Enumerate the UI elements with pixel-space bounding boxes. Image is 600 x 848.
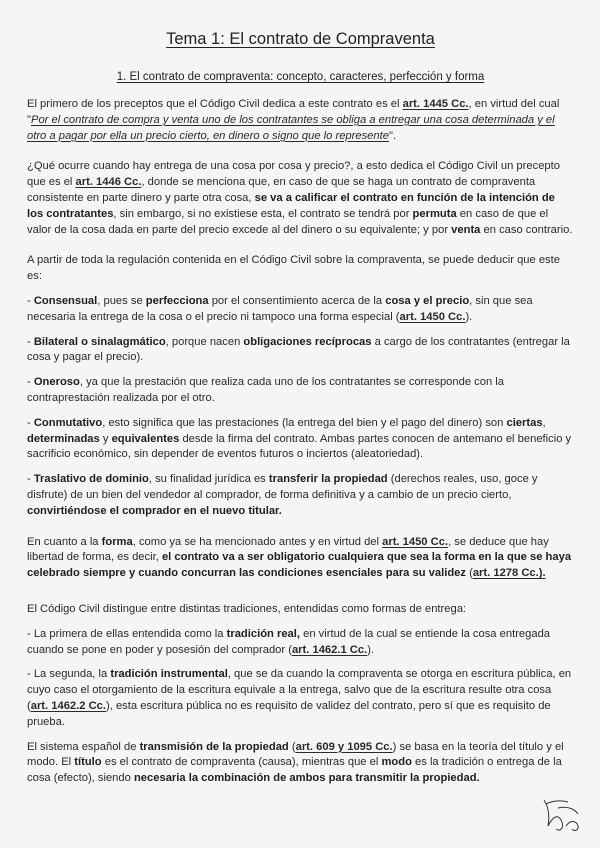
emphasis: necesaria la combinación de ambos para transmitir la propiedad. bbox=[133, 772, 480, 785]
emphasis: determinadas bbox=[27, 432, 100, 445]
emphasis: título bbox=[74, 756, 102, 769]
text: - bbox=[27, 294, 34, 307]
term: Traslativo de dominio bbox=[33, 473, 149, 486]
text: , se deduce que hay libertad de forma, es decir, bbox=[27, 535, 549, 564]
text: En cuanto a la bbox=[27, 535, 102, 548]
section-heading: 1. El contrato de compraventa: concepto, caracteres, perfección y forma bbox=[116, 71, 485, 83]
emphasis: transferir la propiedad bbox=[268, 473, 388, 486]
paragraph-definition bbox=[27, 97, 574, 144]
text: ), esta escritura pública no es requisito de validez del contrato, pero sí que es requisito de prueba. bbox=[27, 699, 551, 728]
text: , su finalidad jurídica es bbox=[148, 473, 269, 486]
text: , pues se bbox=[97, 294, 146, 307]
term: Conmutativo bbox=[33, 416, 103, 429]
emphasis: modo bbox=[381, 756, 412, 769]
text: , esto significa que las prestaciones (la entrega del bien y el pago del dinero) son bbox=[102, 416, 507, 429]
text: desde la firma del contrato. Ambas partes conocen de antemano el beneficio y sacrificio económico, sin depender de eventos futuros o inciertos (aleatoriedad). bbox=[27, 432, 572, 461]
text: , ya que la prestación que realiza cada uno de los contratantes se corresponde con la contraprestación realizada por el otro. bbox=[27, 376, 505, 404]
emphasis: permuta bbox=[412, 207, 457, 220]
text: ( bbox=[465, 567, 473, 580]
article-reference: art. 1445 Cc. bbox=[402, 98, 469, 110]
text: , sin que sea necesaria la entrega de la cosa o el precio ni tampoco una forma especial ( bbox=[27, 294, 533, 323]
emphasis: el contrato va a ser obligatorio cualquiera que sea la forma en la que se haya celebrado siempre y cuando concurran las condiciones esenciales para su validez bbox=[27, 551, 572, 580]
emphasis: tradición real, bbox=[226, 627, 300, 640]
emphasis: forma bbox=[101, 535, 133, 548]
text: - bbox=[27, 335, 34, 348]
text: y bbox=[99, 432, 112, 445]
emphasis: transmisión de la propiedad bbox=[139, 740, 289, 753]
characteristic-conmutativo bbox=[27, 416, 574, 463]
paragraph-transmision bbox=[27, 740, 574, 787]
text: en virtud de la cual se entiende la cosa entregada cuando se pone en poder y posesión del comprador ( bbox=[27, 627, 551, 656]
text: ¿Qué ocurre cuando hay entrega de una cosa por cosa y precio?, a esto dedica el Código Civil un precepto que es el bbox=[27, 160, 560, 189]
article-reference: art. 1450 Cc. bbox=[399, 310, 466, 323]
tradicion-instrumental bbox=[27, 667, 574, 730]
text: , que se da cuando la compraventa se otorga en escritura pública, en cuyo caso el otorgamiento de la escritura equivale a la entrega, salvo que de la escritura resulte otra cosa ( bbox=[27, 668, 572, 712]
paragraph-tradiciones-intro: El Código Civil distingue entre distintas tradiciones, entendidas como formas de entrega: bbox=[27, 602, 467, 615]
article-reference: art. 1446 Cc. bbox=[75, 176, 142, 189]
article-reference: art. 1462.2 Cc. bbox=[30, 699, 106, 712]
signature-mark bbox=[538, 796, 584, 836]
text: , bbox=[542, 416, 546, 429]
emphasis: cosa y el precio bbox=[385, 294, 470, 307]
text: - bbox=[27, 416, 34, 429]
legal-quote: Por el contrato de compra y venta uno de los contratantes se obliga a entregar una cosa determinada y el otro a pagar por ella un precio cierto, en dinero o signo que lo represente bbox=[27, 113, 555, 142]
text: ) se basa en la teoría del título y el modo. El bbox=[27, 740, 564, 769]
emphasis: obligaciones recíprocas bbox=[243, 335, 372, 348]
term: Oneroso bbox=[33, 376, 80, 389]
tradicion-real bbox=[27, 627, 574, 659]
text: a cargo de los contratantes (entregar la cosa y pagar el precio). bbox=[27, 335, 570, 364]
article-reference: art. 1462.1 Cc. bbox=[291, 643, 368, 656]
term: Consensual bbox=[33, 294, 98, 307]
text: , sin embargo, si no existiese esta, el contrato se tendrá por bbox=[113, 207, 413, 220]
text: - bbox=[27, 473, 34, 486]
article-reference: art. 1278 Cc.). bbox=[472, 567, 546, 580]
text: ( bbox=[288, 740, 296, 753]
characteristic-traslativo bbox=[27, 472, 574, 519]
text: ". bbox=[388, 129, 397, 142]
text: ). bbox=[367, 643, 375, 656]
text: El sistema español de bbox=[27, 740, 140, 753]
text: es el contrato de compraventa (causa), mientras que el bbox=[101, 756, 382, 769]
text: - La primera de ellas entendida como la bbox=[27, 627, 227, 640]
paragraph-permuta bbox=[27, 159, 574, 238]
article-reference: art. 609 y 1095 Cc. bbox=[295, 740, 393, 753]
text: en caso contrario. bbox=[480, 223, 573, 236]
text: - La segunda, la bbox=[27, 668, 111, 681]
characteristic-oneroso bbox=[27, 375, 574, 407]
emphasis: venta bbox=[451, 223, 481, 236]
text: , en virtud del cual " bbox=[27, 98, 560, 126]
text: , donde se menciona que, en caso de que se haga un contrato de compraventa consistente en parte dinero y parte otra cosa, bbox=[27, 176, 536, 204]
emphasis: tradición instrumental bbox=[110, 668, 228, 681]
text: (derechos reales, uso, goce y disfrute) de un bien del vendedor al comprador, de forma definitiva y a cambio de un precio cierto, bbox=[27, 473, 538, 501]
emphasis: se va a calificar el contrato en función de la intención de los contratantes bbox=[27, 191, 555, 220]
document-title: Tema 1: El contrato de Compraventa bbox=[166, 30, 435, 48]
text: El primero de los preceptos que el Código Civil dedica a este contrato es el bbox=[27, 98, 403, 110]
emphasis: convirtiéndose el comprador en el nuevo titular. bbox=[27, 504, 282, 517]
text: , como ya se ha mencionado antes y en virtud del bbox=[132, 535, 383, 548]
text: - bbox=[27, 376, 34, 389]
term: Bilateral o sinalagmático bbox=[33, 335, 166, 348]
text: ). bbox=[465, 310, 473, 323]
characteristic-bilateral bbox=[27, 335, 574, 367]
paragraph-forma bbox=[27, 535, 574, 582]
emphasis: equivalentes bbox=[111, 432, 180, 445]
characteristic-consensual bbox=[27, 294, 574, 326]
text: es la tradición o entrega de la cosa (efecto), siendo bbox=[27, 756, 562, 785]
text: , porque nacen bbox=[165, 335, 244, 348]
paragraph-characteristics-intro: A partir de toda la regulación contenida en el Código Civil sobre la compraventa, se puede deducir que este es: bbox=[27, 254, 560, 283]
emphasis: perfecciona bbox=[145, 294, 209, 307]
article-reference: art. 1450 Cc. bbox=[382, 535, 449, 548]
emphasis: ciertas bbox=[506, 416, 543, 429]
text: en caso de que el valor de la cosa dada en parte del precio excede al del dinero o su equivalente; y por bbox=[27, 207, 549, 236]
text: por el consentimiento acerca de la bbox=[208, 294, 386, 307]
